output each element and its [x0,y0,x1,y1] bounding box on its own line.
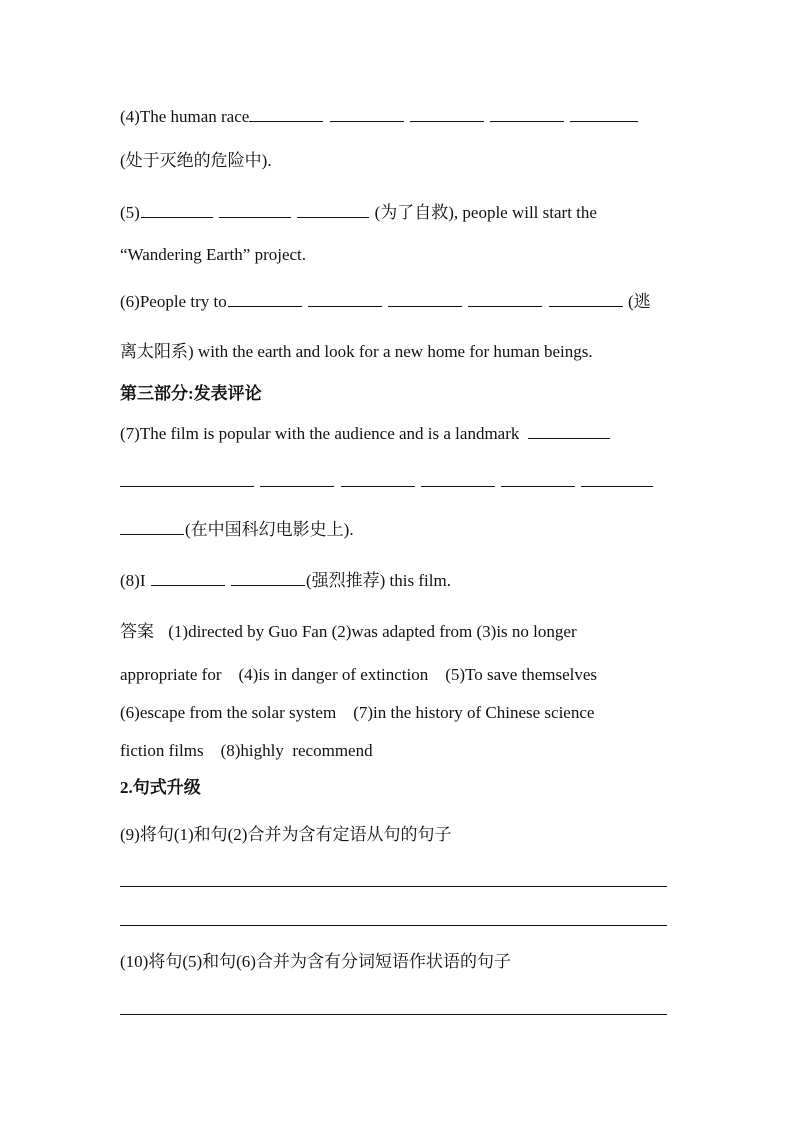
answer-blank[interactable] [120,470,254,487]
answer-key-text: (1)directed by Guo Fan (2)was adapted from (3)is no longer [168,622,577,641]
answer-blank[interactable] [490,105,564,122]
section-2-heading: 2.句式升级 [120,778,201,797]
question-6 [120,290,666,313]
answer-blank[interactable] [231,569,305,586]
answer-line[interactable] [120,1014,667,1015]
question-6-prefix: (6)People try to [120,292,227,311]
question-4-hint: (处于灭绝的危险中). [120,151,272,170]
answer-blank[interactable] [388,290,462,307]
answer-blank[interactable] [341,470,415,487]
answer-blank[interactable] [549,290,623,307]
question-5-prefix: (5) [120,203,140,222]
question-5-continuation: “Wandering Earth” project. [120,245,307,264]
answer-blank[interactable] [260,470,334,487]
answer-blank[interactable] [308,290,382,307]
question-9: (9)将句(1)和句(2)合并为含有定语从句的句子 [120,825,452,844]
answer-blank[interactable] [219,201,291,218]
answer-blank[interactable] [120,518,184,535]
answer-blank[interactable] [468,290,542,307]
answer-blank[interactable] [151,569,225,586]
answer-blank[interactable] [581,470,653,487]
answer-blank[interactable] [501,470,575,487]
answer-key-label: 答案 [120,622,154,641]
answer-blank[interactable] [249,105,323,122]
question-7-text: (7)The film is popular with the audience and is a landmark [120,424,520,443]
answer-blank[interactable] [421,470,495,487]
answer-line[interactable] [120,886,667,887]
answer-blank[interactable] [228,290,302,307]
question-4 [120,105,666,128]
answer-blank[interactable] [297,201,369,218]
answer-key-line-4: fiction films (8)highly recommend [120,741,373,760]
question-8 [120,569,666,592]
question-7-blanks [120,470,666,493]
question-6-hint: (逃 [627,292,651,311]
question-7 [120,422,666,445]
answer-line[interactable] [120,925,667,926]
answer-blank[interactable] [570,105,638,122]
question-8-prefix: (8)I [120,571,146,590]
answer-blank[interactable] [141,201,213,218]
question-5 [120,201,666,224]
answer-blank[interactable] [330,105,404,122]
question-10: (10)将句(5)和句(6)合并为含有分词短语作状语的句子 [120,952,511,971]
answer-key-line-1 [120,621,666,643]
question-8-hint: (强烈推荐) this film. [305,571,451,590]
question-6-continuation: 离太阳系) with the earth and look for a new home for human beings. [120,342,593,361]
question-5-hint: (为了自救), people will start the [374,203,597,222]
answer-blank[interactable] [410,105,484,122]
part-3-heading: 第三部分:发表评论 [120,384,262,403]
answer-key-line-3: (6)escape from the solar system (7)in the history of Chinese science [120,703,595,722]
question-7-end [120,518,666,541]
question-4-prefix: (4)The human race [120,107,250,126]
answer-blank[interactable] [528,422,610,439]
answer-key-line-2: appropriate for (4)is in danger of extinction (5)To save themselves [120,665,598,684]
question-7-hint: (在中国科幻电影史上). [185,520,354,539]
